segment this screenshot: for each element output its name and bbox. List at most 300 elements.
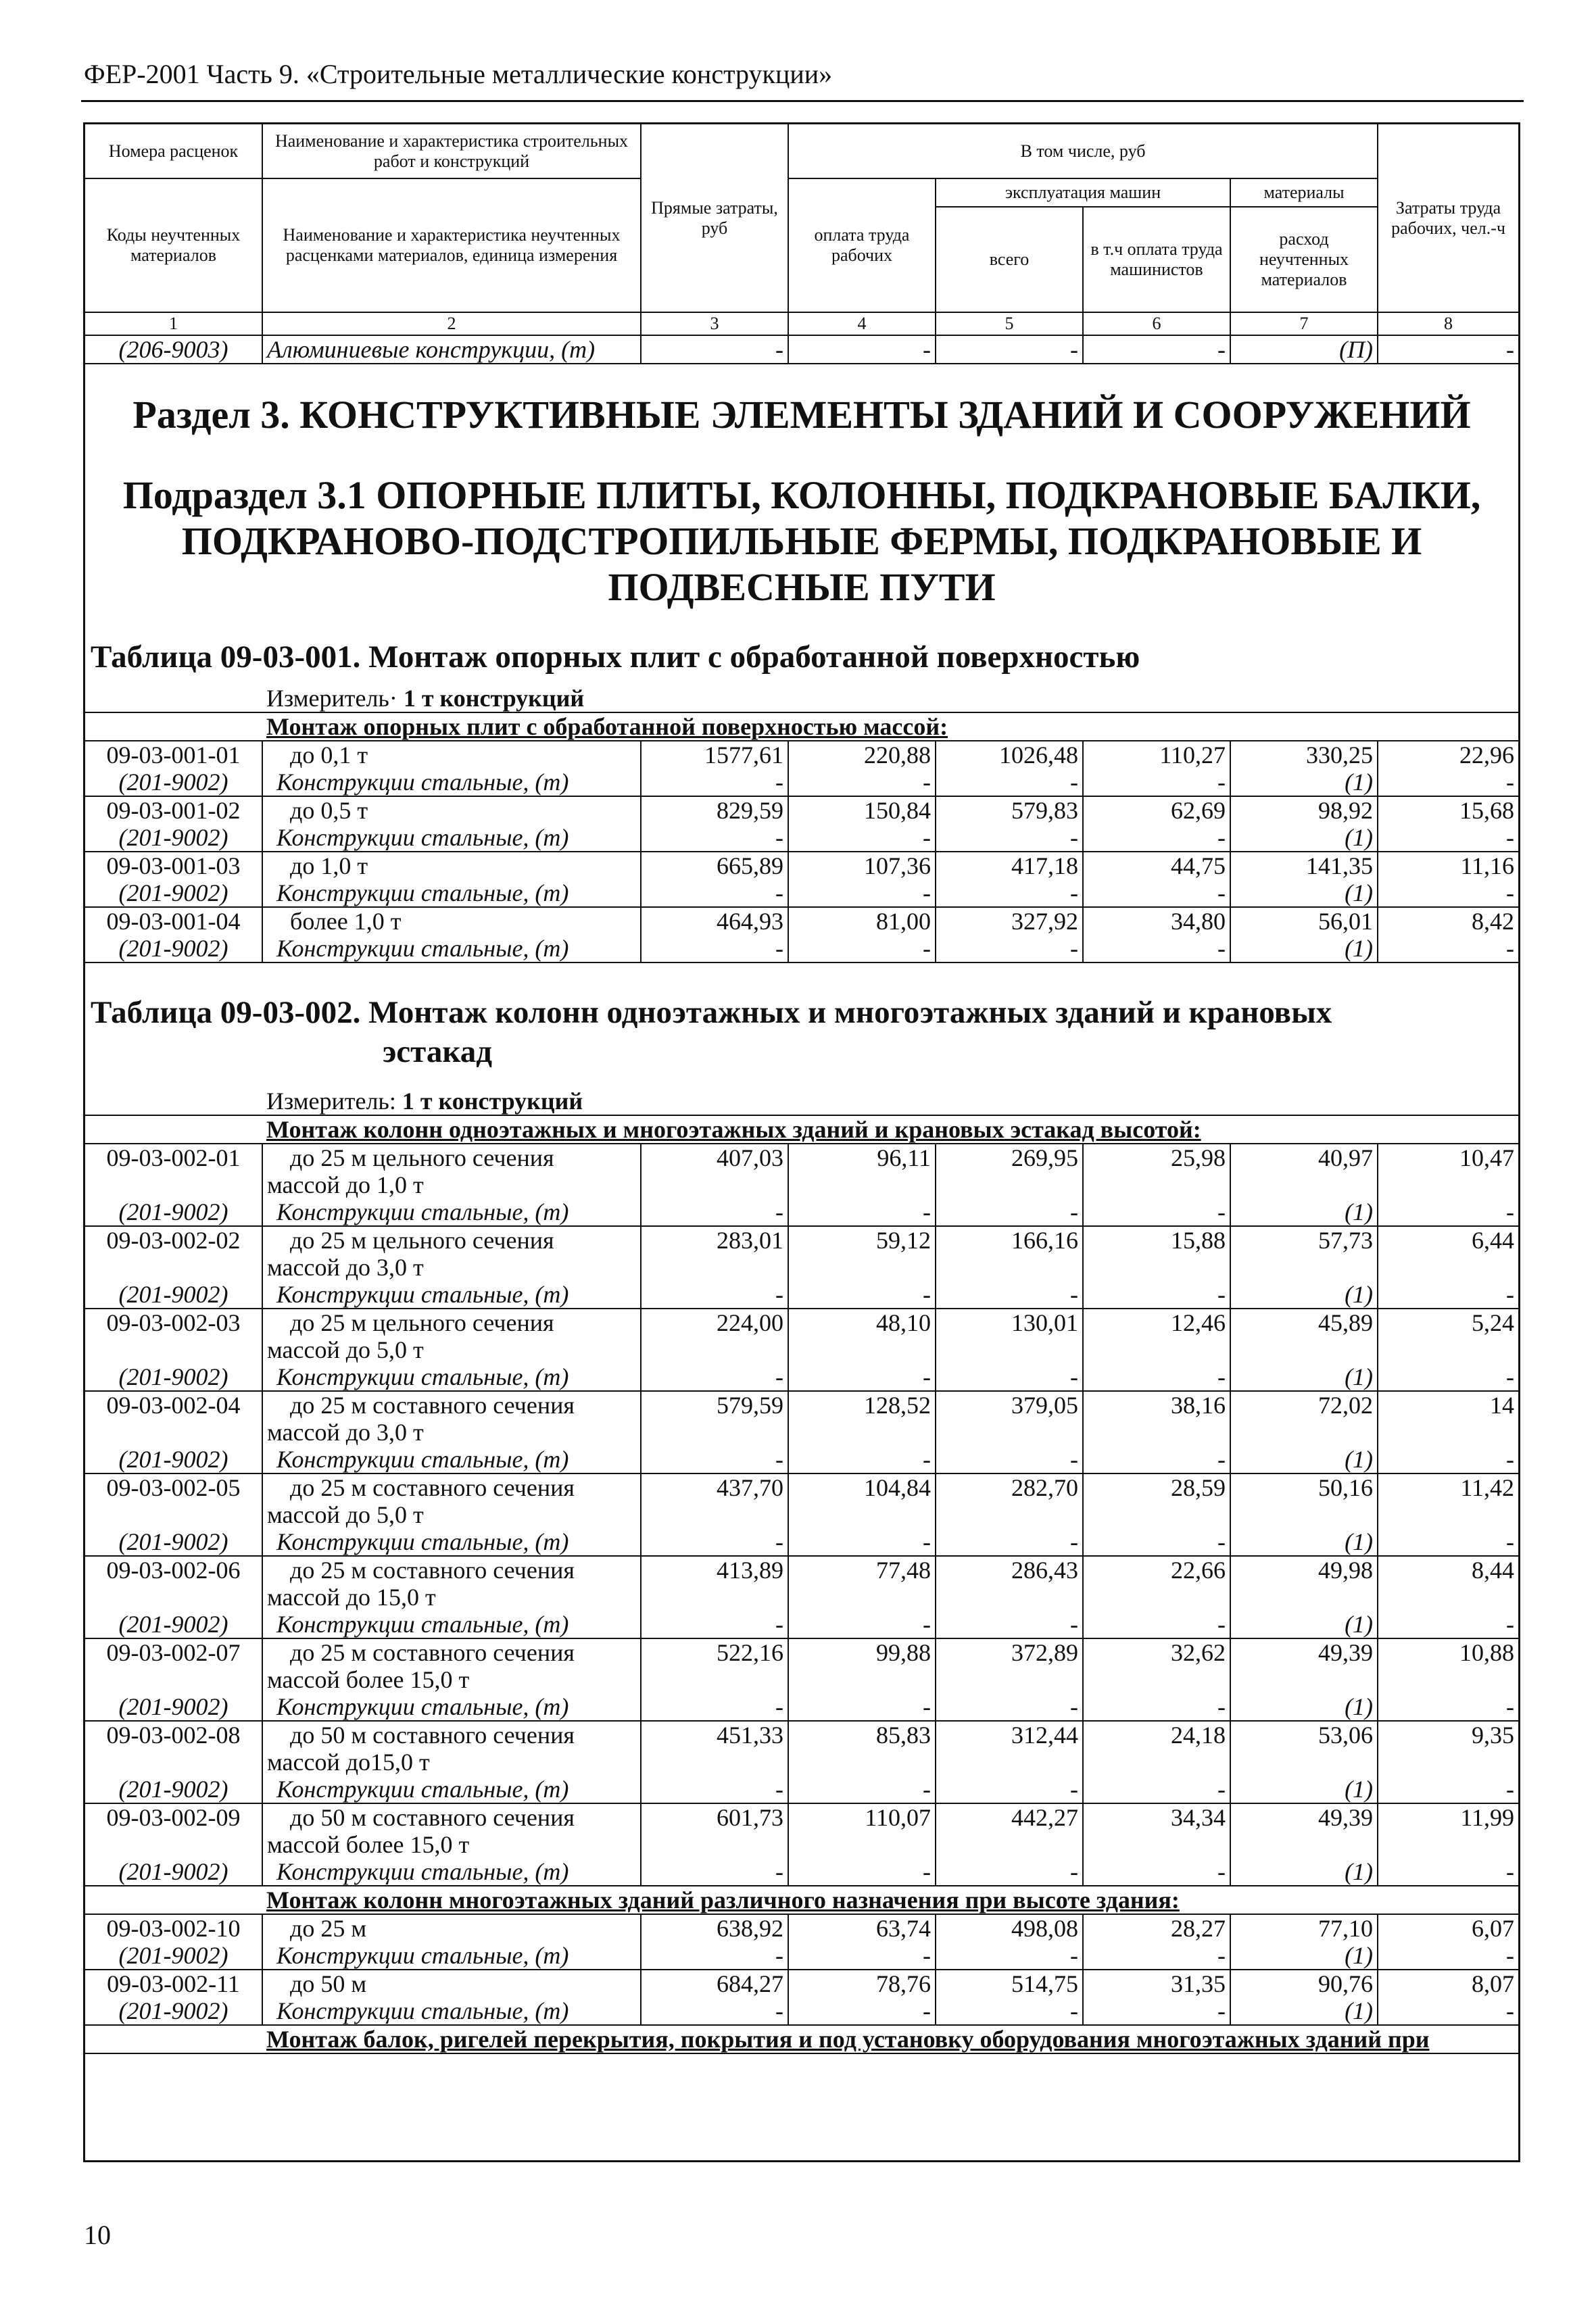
rate-empty xyxy=(1378,1501,1518,1528)
page-number: 10 xyxy=(84,2220,111,2250)
material-mark: (1) xyxy=(1230,1776,1378,1803)
rate-empty xyxy=(1083,1419,1230,1446)
running-header: ФЕР-2001 Часть 9. «Строительные металлические конструкции» xyxy=(84,59,833,89)
section-title: Раздел 3. КОНСТРУКТИВНЫЕ ЭЛЕМЕНТЫ ЗДАНИЙ И СООРУЖЕНИЙ xyxy=(132,393,1471,437)
rate-v8: 6,44 xyxy=(1378,1226,1518,1254)
table2-rate-row-1-cont xyxy=(85,1171,1518,1198)
material-dash: - xyxy=(641,769,788,796)
rate-empty xyxy=(1230,1501,1378,1528)
rate-empty xyxy=(641,1336,788,1363)
material-dash: - xyxy=(788,1198,936,1226)
material-dash: - xyxy=(641,1776,788,1803)
table2-group3-heading-text: Монтаж балок, ригелей перекрытия, покрытия и под установку оборудования многоэтажных зданий при xyxy=(85,2025,1518,2053)
value-v6: - xyxy=(1083,335,1230,364)
rate-empty xyxy=(1378,1666,1518,1693)
rate-v3: 665,89 xyxy=(641,852,788,879)
rate-v7: 45,89 xyxy=(1230,1309,1378,1336)
table2-rate-row-7 xyxy=(85,1638,1518,1666)
table2-material-row-10 xyxy=(85,1942,1518,1970)
material-dash: - xyxy=(641,1198,788,1226)
rate-empty xyxy=(1083,1749,1230,1776)
rate-v6: 34,80 xyxy=(1083,907,1230,935)
materials-header: материалы xyxy=(1230,178,1378,207)
material-dash: - xyxy=(641,1858,788,1886)
table2-heading-block xyxy=(85,962,1518,1115)
material-mark: (1) xyxy=(1230,1363,1378,1391)
rate-v6: 110,27 xyxy=(1083,741,1230,769)
table1-material-row-3 xyxy=(85,879,1518,907)
incl-header: В том числе, руб xyxy=(788,124,1378,178)
rate-v5: 417,18 xyxy=(936,852,1083,879)
rate-v5: 327,92 xyxy=(936,907,1083,935)
material-dash: - xyxy=(1083,1611,1230,1638)
rate-empty xyxy=(641,1831,788,1858)
rate-empty xyxy=(1083,1584,1230,1611)
table1-rate-row-1 xyxy=(85,741,1518,769)
rate-empty xyxy=(1230,1831,1378,1858)
material-dash: - xyxy=(788,1528,936,1556)
subsection-title-line-3: ПОДВЕСНЫЕ ПУТИ xyxy=(608,565,996,609)
material-dash: - xyxy=(1083,769,1230,796)
material-name: Конструкции стальные, (т) xyxy=(262,879,641,907)
material-dash: - xyxy=(788,1997,936,2025)
rate-v4: 48,10 xyxy=(788,1309,936,1336)
material-name: Конструкции стальные, (т) xyxy=(262,1528,641,1556)
rate-v3: 829,59 xyxy=(641,796,788,824)
rate-v3: 1577,61 xyxy=(641,741,788,769)
rate-v7: 90,76 xyxy=(1230,1970,1378,1997)
value-v3: - xyxy=(641,335,788,364)
material-dash: - xyxy=(936,1198,1083,1226)
material-dash: - xyxy=(1083,1776,1230,1803)
material-mark: (1) xyxy=(1230,1693,1378,1721)
table2-material-row-2 xyxy=(85,1281,1518,1309)
col-rate-number-header: Номера расценок xyxy=(85,124,262,178)
table2-rate-row-6-cont xyxy=(85,1584,1518,1611)
rate-name-cont: массой более 15,0 т xyxy=(262,1666,641,1693)
table2-material-row-7 xyxy=(85,1693,1518,1721)
rate-empty xyxy=(1230,1419,1378,1446)
rate-v4: 85,83 xyxy=(788,1721,936,1749)
material-dash: - xyxy=(1378,1693,1518,1721)
table2-material-row-8 xyxy=(85,1776,1518,1803)
rate-empty xyxy=(1230,1584,1378,1611)
material-code: (201-9002) xyxy=(85,1858,262,1886)
rate-v8: 10,47 xyxy=(1378,1144,1518,1171)
rate-code-cont xyxy=(85,1419,262,1446)
rate-empty xyxy=(1378,1584,1518,1611)
table1-measure xyxy=(85,685,1518,712)
rate-code: 09-03-001-03 xyxy=(85,852,262,879)
section-heading-block xyxy=(85,364,1518,712)
rate-name: до 25 м составного сечения xyxy=(262,1556,641,1584)
table1-group-heading-text: Монтаж опорных плит с обработанной поверхностью массой: xyxy=(85,712,1518,741)
material-name: Конструкции стальные, (т) xyxy=(262,1611,641,1638)
material-dash: - xyxy=(936,1776,1083,1803)
rate-v7: 50,16 xyxy=(1230,1473,1378,1501)
material-dash: - xyxy=(1378,1858,1518,1886)
rate-empty xyxy=(1230,1749,1378,1776)
table2-group1-heading-text: Монтаж колонн одноэтажных и многоэтажных зданий и крановых эстакад высотой: xyxy=(85,1115,1518,1144)
rate-name: до 0,5 т xyxy=(262,796,641,824)
rate-v3: 601,73 xyxy=(641,1803,788,1831)
rate-empty xyxy=(788,1254,936,1281)
rate-v3: 638,92 xyxy=(641,1914,788,1942)
table2-rate-row-8-cont xyxy=(85,1749,1518,1776)
material-name: Конструкции стальные, (т) xyxy=(262,1198,641,1226)
material-code: (201-9002) xyxy=(85,1611,262,1638)
rate-code-cont xyxy=(85,1254,262,1281)
rate-v4: 128,52 xyxy=(788,1391,936,1419)
rate-code-cont xyxy=(85,1584,262,1611)
table1-measure-label: Измеритель· xyxy=(266,685,397,712)
rate-name-cont: массой до 3,0 т xyxy=(262,1254,641,1281)
rate-empty xyxy=(641,1171,788,1198)
material-code: (206-9003) xyxy=(85,335,262,364)
subsection-title-line-1: Подраздел 3.1 ОПОРНЫЕ ПЛИТЫ, КОЛОННЫ, ПОДКРАНОВЫЕ БАЛКИ, xyxy=(122,473,1481,517)
table2-rate-row-11 xyxy=(85,1970,1518,1997)
rate-v8: 10,88 xyxy=(1378,1638,1518,1666)
table2-group1-heading xyxy=(85,1115,1518,1144)
material-dash: - xyxy=(1083,1942,1230,1970)
material-dash: - xyxy=(788,1281,936,1309)
material-code: (201-9002) xyxy=(85,1363,262,1391)
material-dash: - xyxy=(936,1693,1083,1721)
material-mark: (П) xyxy=(1230,335,1378,364)
table2-rate-row-3-cont xyxy=(85,1336,1518,1363)
rate-v7: 77,10 xyxy=(1230,1914,1378,1942)
rate-code: 09-03-002-02 xyxy=(85,1226,262,1254)
material-name: Конструкции стальные, (т) xyxy=(262,1693,641,1721)
rate-empty xyxy=(788,1419,936,1446)
table2-group3-heading xyxy=(85,2025,1518,2053)
rate-code-cont xyxy=(85,1501,262,1528)
table1-rate-row-3 xyxy=(85,852,1518,879)
rate-v5: 579,83 xyxy=(936,796,1083,824)
rate-v8: 8,42 xyxy=(1378,907,1518,935)
rate-v8: 22,96 xyxy=(1378,741,1518,769)
rate-code: 09-03-002-07 xyxy=(85,1638,262,1666)
rate-name-cont: массой до 15,0 т xyxy=(262,1584,641,1611)
material-dash: - xyxy=(1378,824,1518,852)
rate-empty xyxy=(1378,1419,1518,1446)
rate-v4: 104,84 xyxy=(788,1473,936,1501)
rate-v4: 96,11 xyxy=(788,1144,936,1171)
table2-measure-value: 1 т конструкций xyxy=(402,1088,583,1115)
rate-code: 09-03-002-09 xyxy=(85,1803,262,1831)
material-dash: - xyxy=(936,1446,1083,1473)
table2-rate-row-8 xyxy=(85,1721,1518,1749)
rate-v4: 150,84 xyxy=(788,796,936,824)
material-mark: (1) xyxy=(1230,1446,1378,1473)
material-name: Конструкции стальные, (т) xyxy=(262,1776,641,1803)
rate-v8: 6,07 xyxy=(1378,1914,1518,1942)
rate-v7: 49,39 xyxy=(1230,1638,1378,1666)
table2-group2-heading-text: Монтаж колонн многоэтажных зданий различного назначения при высоте здания: xyxy=(85,1886,1518,1914)
material-dash: - xyxy=(1378,769,1518,796)
rate-v4: 78,76 xyxy=(788,1970,936,1997)
rate-name: до 50 м xyxy=(262,1970,641,1997)
table2-rate-row-3 xyxy=(85,1309,1518,1336)
rate-v7: 57,73 xyxy=(1230,1226,1378,1254)
rate-v5: 1026,48 xyxy=(936,741,1083,769)
rate-v5: 498,08 xyxy=(936,1914,1083,1942)
material-dash: - xyxy=(936,879,1083,907)
rate-v6: 34,34 xyxy=(1083,1803,1230,1831)
rate-name-cont: массой до 1,0 т xyxy=(262,1171,641,1198)
rate-v6: 28,59 xyxy=(1083,1473,1230,1501)
rate-name: до 25 м цельного сечения xyxy=(262,1309,641,1336)
rate-v3: 437,70 xyxy=(641,1473,788,1501)
rate-name: до 25 м цельного сечения xyxy=(262,1144,641,1171)
table1-material-row-4 xyxy=(85,935,1518,962)
rate-v5: 312,44 xyxy=(936,1721,1083,1749)
rate-v7: 40,97 xyxy=(1230,1144,1378,1171)
rate-empty xyxy=(641,1584,788,1611)
material-dash: - xyxy=(788,1693,936,1721)
material-dash: - xyxy=(1083,879,1230,907)
material-dash: - xyxy=(641,935,788,962)
material-dash: - xyxy=(936,1528,1083,1556)
rate-empty xyxy=(936,1419,1083,1446)
table2-rate-row-1 xyxy=(85,1144,1518,1171)
rate-v8: 8,07 xyxy=(1378,1970,1518,1997)
rate-name: более 1,0 т xyxy=(262,907,641,935)
material-dash: - xyxy=(1083,1997,1230,2025)
column-number-8: 8 xyxy=(1378,312,1518,335)
col-material-codes-header: Коды неучтенных материалов xyxy=(85,178,262,312)
rate-v4: 99,88 xyxy=(788,1638,936,1666)
table2-rate-row-6 xyxy=(85,1556,1518,1584)
material-dash: - xyxy=(1378,935,1518,962)
rate-empty xyxy=(1378,1171,1518,1198)
rate-name: до 50 м составного сечения xyxy=(262,1721,641,1749)
material-dash: - xyxy=(1083,1446,1230,1473)
table1-rate-row-4 xyxy=(85,907,1518,935)
col-material-usage-header: расход неучтенных материалов xyxy=(1230,207,1378,312)
material-code: (201-9002) xyxy=(85,935,262,962)
rate-v3: 407,03 xyxy=(641,1144,788,1171)
material-dash: - xyxy=(641,1528,788,1556)
col-worker-pay-header: оплата труда рабочих xyxy=(788,178,936,312)
rate-code: 09-03-002-01 xyxy=(85,1144,262,1171)
rate-empty xyxy=(1083,1171,1230,1198)
material-dash: - xyxy=(1378,1198,1518,1226)
table2-rate-row-4 xyxy=(85,1391,1518,1419)
material-code: (201-9002) xyxy=(85,1446,262,1473)
rate-name: до 1,0 т xyxy=(262,852,641,879)
rate-v5: 514,75 xyxy=(936,1970,1083,1997)
rate-empty xyxy=(936,1501,1083,1528)
material-dash: - xyxy=(641,1942,788,1970)
material-dash: - xyxy=(788,1611,936,1638)
table2-rate-row-2 xyxy=(85,1226,1518,1254)
rate-code: 09-03-002-08 xyxy=(85,1721,262,1749)
material-dash: - xyxy=(1378,1776,1518,1803)
rate-v3: 224,00 xyxy=(641,1309,788,1336)
rate-name-cont: массой до 5,0 т xyxy=(262,1501,641,1528)
rate-v7: 98,92 xyxy=(1230,796,1378,824)
rate-empty xyxy=(641,1666,788,1693)
column-header xyxy=(85,124,1518,335)
rate-empty xyxy=(936,1336,1083,1363)
rate-empty xyxy=(788,1171,936,1198)
rate-empty xyxy=(1230,1254,1378,1281)
material-dash: - xyxy=(1378,1611,1518,1638)
rate-v7: 49,39 xyxy=(1230,1803,1378,1831)
material-dash: - xyxy=(641,1281,788,1309)
rate-empty xyxy=(1083,1254,1230,1281)
rate-empty xyxy=(936,1831,1083,1858)
material-name: Конструкции стальные, (т) xyxy=(262,824,641,852)
material-code: (201-9002) xyxy=(85,824,262,852)
material-dash: - xyxy=(641,1363,788,1391)
table2-body xyxy=(85,1115,1518,2053)
material-dash: - xyxy=(788,824,936,852)
rate-v3: 413,89 xyxy=(641,1556,788,1584)
material-dash: - xyxy=(1083,1198,1230,1226)
rate-empty xyxy=(1083,1501,1230,1528)
rate-empty xyxy=(641,1254,788,1281)
material-mark: (1) xyxy=(1230,824,1378,852)
rate-v4: 63,74 xyxy=(788,1914,936,1942)
material-dash: - xyxy=(936,824,1083,852)
rate-v7: 56,01 xyxy=(1230,907,1378,935)
col-material-name-header: Наименование и характеристика неучтенных расценками материалов, единица измерения xyxy=(262,178,641,312)
material-name: Конструкции стальные, (т) xyxy=(262,1858,641,1886)
rate-v3: 684,27 xyxy=(641,1970,788,1997)
rate-v8: 11,16 xyxy=(1378,852,1518,879)
rate-empty xyxy=(788,1501,936,1528)
material-dash: - xyxy=(936,1611,1083,1638)
material-dash: - xyxy=(1378,1528,1518,1556)
rate-name: до 50 м составного сечения xyxy=(262,1803,641,1831)
table2-measure xyxy=(85,1088,1518,1115)
rate-name: до 25 м xyxy=(262,1914,641,1942)
rate-name: до 0,1 т xyxy=(262,741,641,769)
material-dash: - xyxy=(1083,1528,1230,1556)
material-dash: - xyxy=(936,1858,1083,1886)
material-name: Конструкции стальные, (т) xyxy=(262,1997,641,2025)
rate-v6: 24,18 xyxy=(1083,1721,1230,1749)
rate-v5: 282,70 xyxy=(936,1473,1083,1501)
rate-v5: 379,05 xyxy=(936,1391,1083,1419)
table2-material-row-5 xyxy=(85,1528,1518,1556)
rate-code: 09-03-001-02 xyxy=(85,796,262,824)
column-number-5: 5 xyxy=(936,312,1083,335)
material-code: (201-9002) xyxy=(85,769,262,796)
rate-v4: 220,88 xyxy=(788,741,936,769)
material-dash: - xyxy=(1083,1693,1230,1721)
material-code: (201-9002) xyxy=(85,1693,262,1721)
rate-v5: 166,16 xyxy=(936,1226,1083,1254)
material-mark: (1) xyxy=(1230,1611,1378,1638)
material-dash: - xyxy=(1083,1858,1230,1886)
table2-rate-row-4-cont xyxy=(85,1419,1518,1446)
rate-empty xyxy=(1378,1749,1518,1776)
rate-v3: 451,33 xyxy=(641,1721,788,1749)
rate-v6: 62,69 xyxy=(1083,796,1230,824)
column-number-6: 6 xyxy=(1083,312,1230,335)
table2-rate-row-9 xyxy=(85,1803,1518,1831)
material-name: Конструкции стальные, (т) xyxy=(262,935,641,962)
rate-code: 09-03-001-04 xyxy=(85,907,262,935)
value-v8: - xyxy=(1378,335,1518,364)
previous-page-rows xyxy=(85,335,1518,364)
table2-group2-heading xyxy=(85,1886,1518,1914)
rate-empty xyxy=(788,1666,936,1693)
rate-empty xyxy=(1378,1831,1518,1858)
table2-title-line-2: эстакад xyxy=(383,1034,492,1069)
table2-rate-row-10 xyxy=(85,1914,1518,1942)
material-dash: - xyxy=(1083,935,1230,962)
column-number-7: 7 xyxy=(1230,312,1378,335)
material-mark: (1) xyxy=(1230,1281,1378,1309)
rate-v6: 38,16 xyxy=(1083,1391,1230,1419)
rate-v5: 269,95 xyxy=(936,1144,1083,1171)
material-dash: - xyxy=(641,1693,788,1721)
material-code: (201-9002) xyxy=(85,1942,262,1970)
col-operator-pay-header: в т.ч оплата труда машинистов xyxy=(1083,207,1230,312)
rate-code: 09-03-002-04 xyxy=(85,1391,262,1419)
rate-empty xyxy=(1230,1666,1378,1693)
rate-empty xyxy=(641,1501,788,1528)
material-mark: (1) xyxy=(1230,879,1378,907)
rate-name: до 25 м составного сечения xyxy=(262,1473,641,1501)
material-dash: - xyxy=(1083,1281,1230,1309)
machines-header: эксплуатация машин xyxy=(936,178,1230,207)
material-mark: (1) xyxy=(1230,935,1378,962)
table1-measure-value: 1 т конструкций xyxy=(403,685,585,712)
material-name: Конструкции стальные, (т) xyxy=(262,769,641,796)
table2-material-row-9 xyxy=(85,1858,1518,1886)
rate-empty xyxy=(1083,1336,1230,1363)
rate-v7: 72,02 xyxy=(1230,1391,1378,1419)
material-code: (201-9002) xyxy=(85,1997,262,2025)
table1-body xyxy=(85,712,1518,962)
table2-rate-row-7-cont xyxy=(85,1666,1518,1693)
rate-v6: 44,75 xyxy=(1083,852,1230,879)
material-dash: - xyxy=(936,935,1083,962)
table1-rate-row-2 xyxy=(85,796,1518,824)
material-dash: - xyxy=(936,769,1083,796)
rate-empty xyxy=(1378,1254,1518,1281)
material-name: Конструкции стальные, (т) xyxy=(262,1363,641,1391)
material-dash: - xyxy=(1378,1281,1518,1309)
material-dash: - xyxy=(1378,879,1518,907)
rate-v5: 442,27 xyxy=(936,1803,1083,1831)
table2-rate-row-9-cont xyxy=(85,1831,1518,1858)
rate-name: до 25 м составного сечения xyxy=(262,1638,641,1666)
rate-v6: 22,66 xyxy=(1083,1556,1230,1584)
table1-group-heading xyxy=(85,712,1518,741)
column-number-4: 4 xyxy=(788,312,936,335)
material-dash: - xyxy=(1378,1363,1518,1391)
rate-code-cont xyxy=(85,1666,262,1693)
rate-code-cont xyxy=(85,1336,262,1363)
material-code: (201-9002) xyxy=(85,1281,262,1309)
table1-title: Таблица 09-03-001. Монтаж опорных плит с обработанной поверхностью xyxy=(91,639,1140,675)
rate-empty xyxy=(641,1749,788,1776)
table2-material-row-11 xyxy=(85,1997,1518,2025)
rate-v8: 5,24 xyxy=(1378,1309,1518,1336)
rate-v6: 15,88 xyxy=(1083,1226,1230,1254)
rates-table xyxy=(85,124,1518,2054)
col-work-name-header: Наименование и характеристика строительных работ и конструкций xyxy=(262,124,641,178)
value-v4: - xyxy=(788,335,936,364)
rates-frame xyxy=(83,122,1520,2162)
rate-v4: 77,48 xyxy=(788,1556,936,1584)
